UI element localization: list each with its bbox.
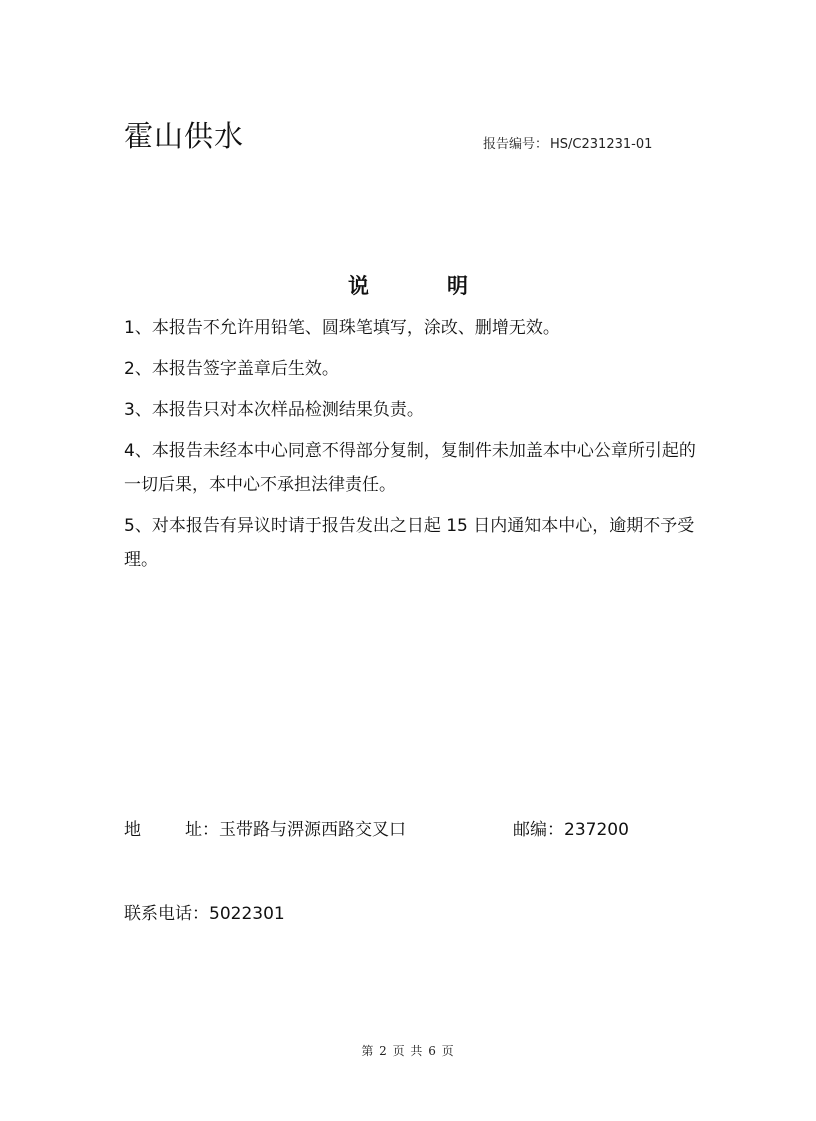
notice-heading-left: 说 [348, 274, 369, 298]
postcode-label: 邮编： [513, 820, 564, 840]
notice-item: 4、本报告未经本中心同意不得部分复制，复制件未加盖本中心公章所引起的一切后果，本中心不承担法律责任。 [124, 441, 696, 495]
phone-label: 联系电话： [124, 904, 209, 924]
notice-item: 1、本报告不允许用铅笔、圆珠笔填写，涂改、删增无效。 [124, 318, 560, 338]
notice-list [124, 311, 704, 584]
report-number-value: HS/C231231-01 [550, 137, 653, 152]
postcode-value: 237200 [564, 820, 629, 840]
report-number-label: 报告编号： [483, 137, 549, 152]
page-number: 第 2 页 共 6 页 [361, 1044, 455, 1058]
notice-heading-right: 明 [447, 274, 468, 298]
brand-title: 霍山供水 [124, 119, 245, 153]
address-label-first: 地 [124, 820, 141, 840]
address-value: 玉带路与淠源西路交叉口 [219, 820, 406, 840]
phone-row [124, 900, 285, 928]
notice-item: 2、本报告签字盖章后生效。 [124, 359, 339, 379]
address-label [124, 816, 219, 844]
postcode [513, 816, 629, 844]
report-number [483, 136, 652, 154]
address-label-second: 址： [185, 820, 219, 840]
notice-item: 3、本报告只对本次样品检测结果负责。 [124, 400, 424, 420]
phone-value: 5022301 [209, 904, 285, 924]
notice-item: 5、对本报告有异议时请于报告发出之日起 15 日内通知本中心，逾期不予受理。 [124, 516, 695, 570]
notice-heading [0, 272, 816, 300]
